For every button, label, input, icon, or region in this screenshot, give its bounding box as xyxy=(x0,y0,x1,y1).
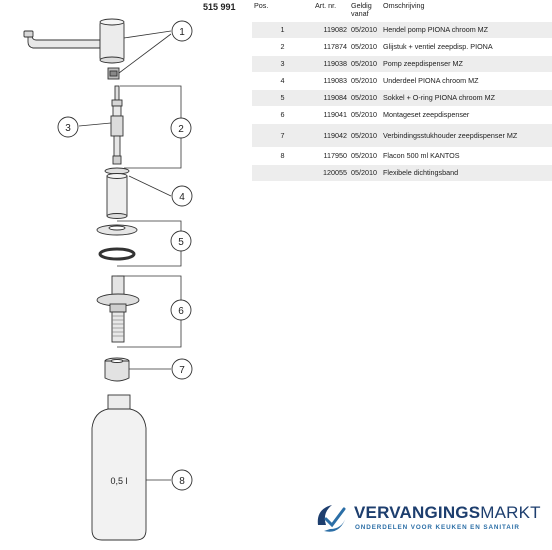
brand-tagline: ONDERDELEN VOOR KEUKEN EN SANITAIR xyxy=(355,524,520,531)
cell-geldig-vanaf: 05/2010 xyxy=(351,59,377,68)
table-row xyxy=(252,148,552,165)
part-lever-spout xyxy=(24,19,124,63)
cell-art-nr: 119042 xyxy=(323,130,347,140)
cell-art-nr: 117950 xyxy=(323,151,347,160)
brand-logo xyxy=(312,495,544,543)
part-pump xyxy=(111,86,123,164)
part-base-oring xyxy=(97,225,137,259)
cell-art-nr: 119084 xyxy=(323,93,347,102)
callout-5 xyxy=(171,231,191,251)
svg-text:7: 7 xyxy=(179,365,185,376)
cell-art-nr: 119082 xyxy=(323,25,347,34)
table-row xyxy=(252,124,552,148)
cell-pos: 3 xyxy=(280,59,285,68)
cell-geldig-vanaf: 05/2010 xyxy=(351,42,377,51)
svg-text:4: 4 xyxy=(179,192,185,203)
part-mounting-set xyxy=(97,276,139,342)
svg-text:2: 2 xyxy=(178,124,184,135)
cell-geldig-vanaf: 05/2010 xyxy=(351,93,377,102)
cell-omschrijving: Flacon 500 ml KANTOS xyxy=(383,151,460,160)
callout-6 xyxy=(171,300,191,320)
cell-omschrijving: Glijstuk + ventiel zeepdisp. PIONA xyxy=(383,42,493,51)
column-header-geldig-vanaf: Geldig vanaf xyxy=(351,1,372,18)
svg-text:3: 3 xyxy=(65,123,71,134)
brand-swoosh-icon xyxy=(312,499,352,539)
cell-geldig-vanaf: 05/2010 xyxy=(351,25,377,34)
cell-pos: 7 xyxy=(280,130,285,140)
column-header-art-nr: Art. nr. xyxy=(315,1,337,10)
parts-table-body xyxy=(252,22,552,182)
cell-pos xyxy=(252,165,313,182)
table-row xyxy=(252,73,552,90)
cell-pos: 8 xyxy=(280,151,285,160)
table-row xyxy=(252,56,552,73)
table-row xyxy=(252,39,552,56)
column-header-pos: Pos. xyxy=(254,1,269,10)
part-bottle xyxy=(92,395,146,540)
callout-1 xyxy=(172,21,192,41)
svg-text:5: 5 xyxy=(178,237,184,248)
cell-geldig-vanaf: 05/2010 xyxy=(351,168,377,177)
table-row xyxy=(252,107,552,124)
table-row xyxy=(252,165,552,182)
callout-7 xyxy=(172,359,192,379)
cell-pos: 6 xyxy=(280,110,285,119)
part-valve xyxy=(108,68,119,79)
cell-art-nr: 119083 xyxy=(323,76,347,85)
cell-geldig-vanaf: 05/2010 xyxy=(351,110,377,119)
table-row xyxy=(252,22,552,39)
table-header-row xyxy=(252,0,552,22)
callout-4 xyxy=(172,186,192,206)
cell-art-nr: 119041 xyxy=(323,110,347,119)
cell-pos: 1 xyxy=(280,25,285,34)
cell-pos: 4 xyxy=(280,76,285,85)
cell-omschrijving: Verbindingsstukhouder zeepdispenser MZ xyxy=(383,130,518,140)
cell-omschrijving: Flexibele dichtingsband xyxy=(383,168,459,177)
exploded-parts-diagram xyxy=(0,0,250,550)
cell-omschrijving: Underdeel PIONA chroom MZ xyxy=(383,76,479,85)
callout-2 xyxy=(171,118,191,138)
cell-geldig-vanaf: 05/2010 xyxy=(351,130,377,140)
part-connector-nut xyxy=(105,358,129,381)
table-row xyxy=(252,90,552,107)
bottle-volume-label: 0,5 l xyxy=(110,476,128,486)
model-number: 515 991 xyxy=(203,2,236,12)
column-header-omschrijving: Omschrijving xyxy=(383,1,425,10)
cell-omschrijving: Hendel pomp PIONA chroom MZ xyxy=(383,25,489,34)
svg-text:1: 1 xyxy=(179,27,185,38)
cell-geldig-vanaf: 05/2010 xyxy=(351,151,377,160)
cell-pos: 5 xyxy=(280,93,285,102)
parts-table xyxy=(252,0,552,181)
brand-name: VERVANGINGSMARKT xyxy=(354,503,541,522)
cell-pos: 2 xyxy=(280,42,285,51)
cell-art-nr: 119038 xyxy=(323,59,347,68)
cell-omschrijving: Pomp zeepdispenser MZ xyxy=(383,59,463,68)
svg-text:6: 6 xyxy=(178,306,184,317)
cell-geldig-vanaf: 05/2010 xyxy=(351,76,377,85)
cell-omschrijving: Montageset zeepdispenser xyxy=(383,110,470,119)
callout-3 xyxy=(58,117,78,137)
cell-art-nr: 117874 xyxy=(323,42,347,51)
part-lower-body xyxy=(105,168,129,219)
cell-omschrijving: Sokkel + O-ring PIONA chroom MZ xyxy=(383,93,496,102)
callout-8 xyxy=(172,470,192,490)
cell-art-nr: 120055 xyxy=(323,168,347,177)
svg-text:8: 8 xyxy=(179,476,185,487)
